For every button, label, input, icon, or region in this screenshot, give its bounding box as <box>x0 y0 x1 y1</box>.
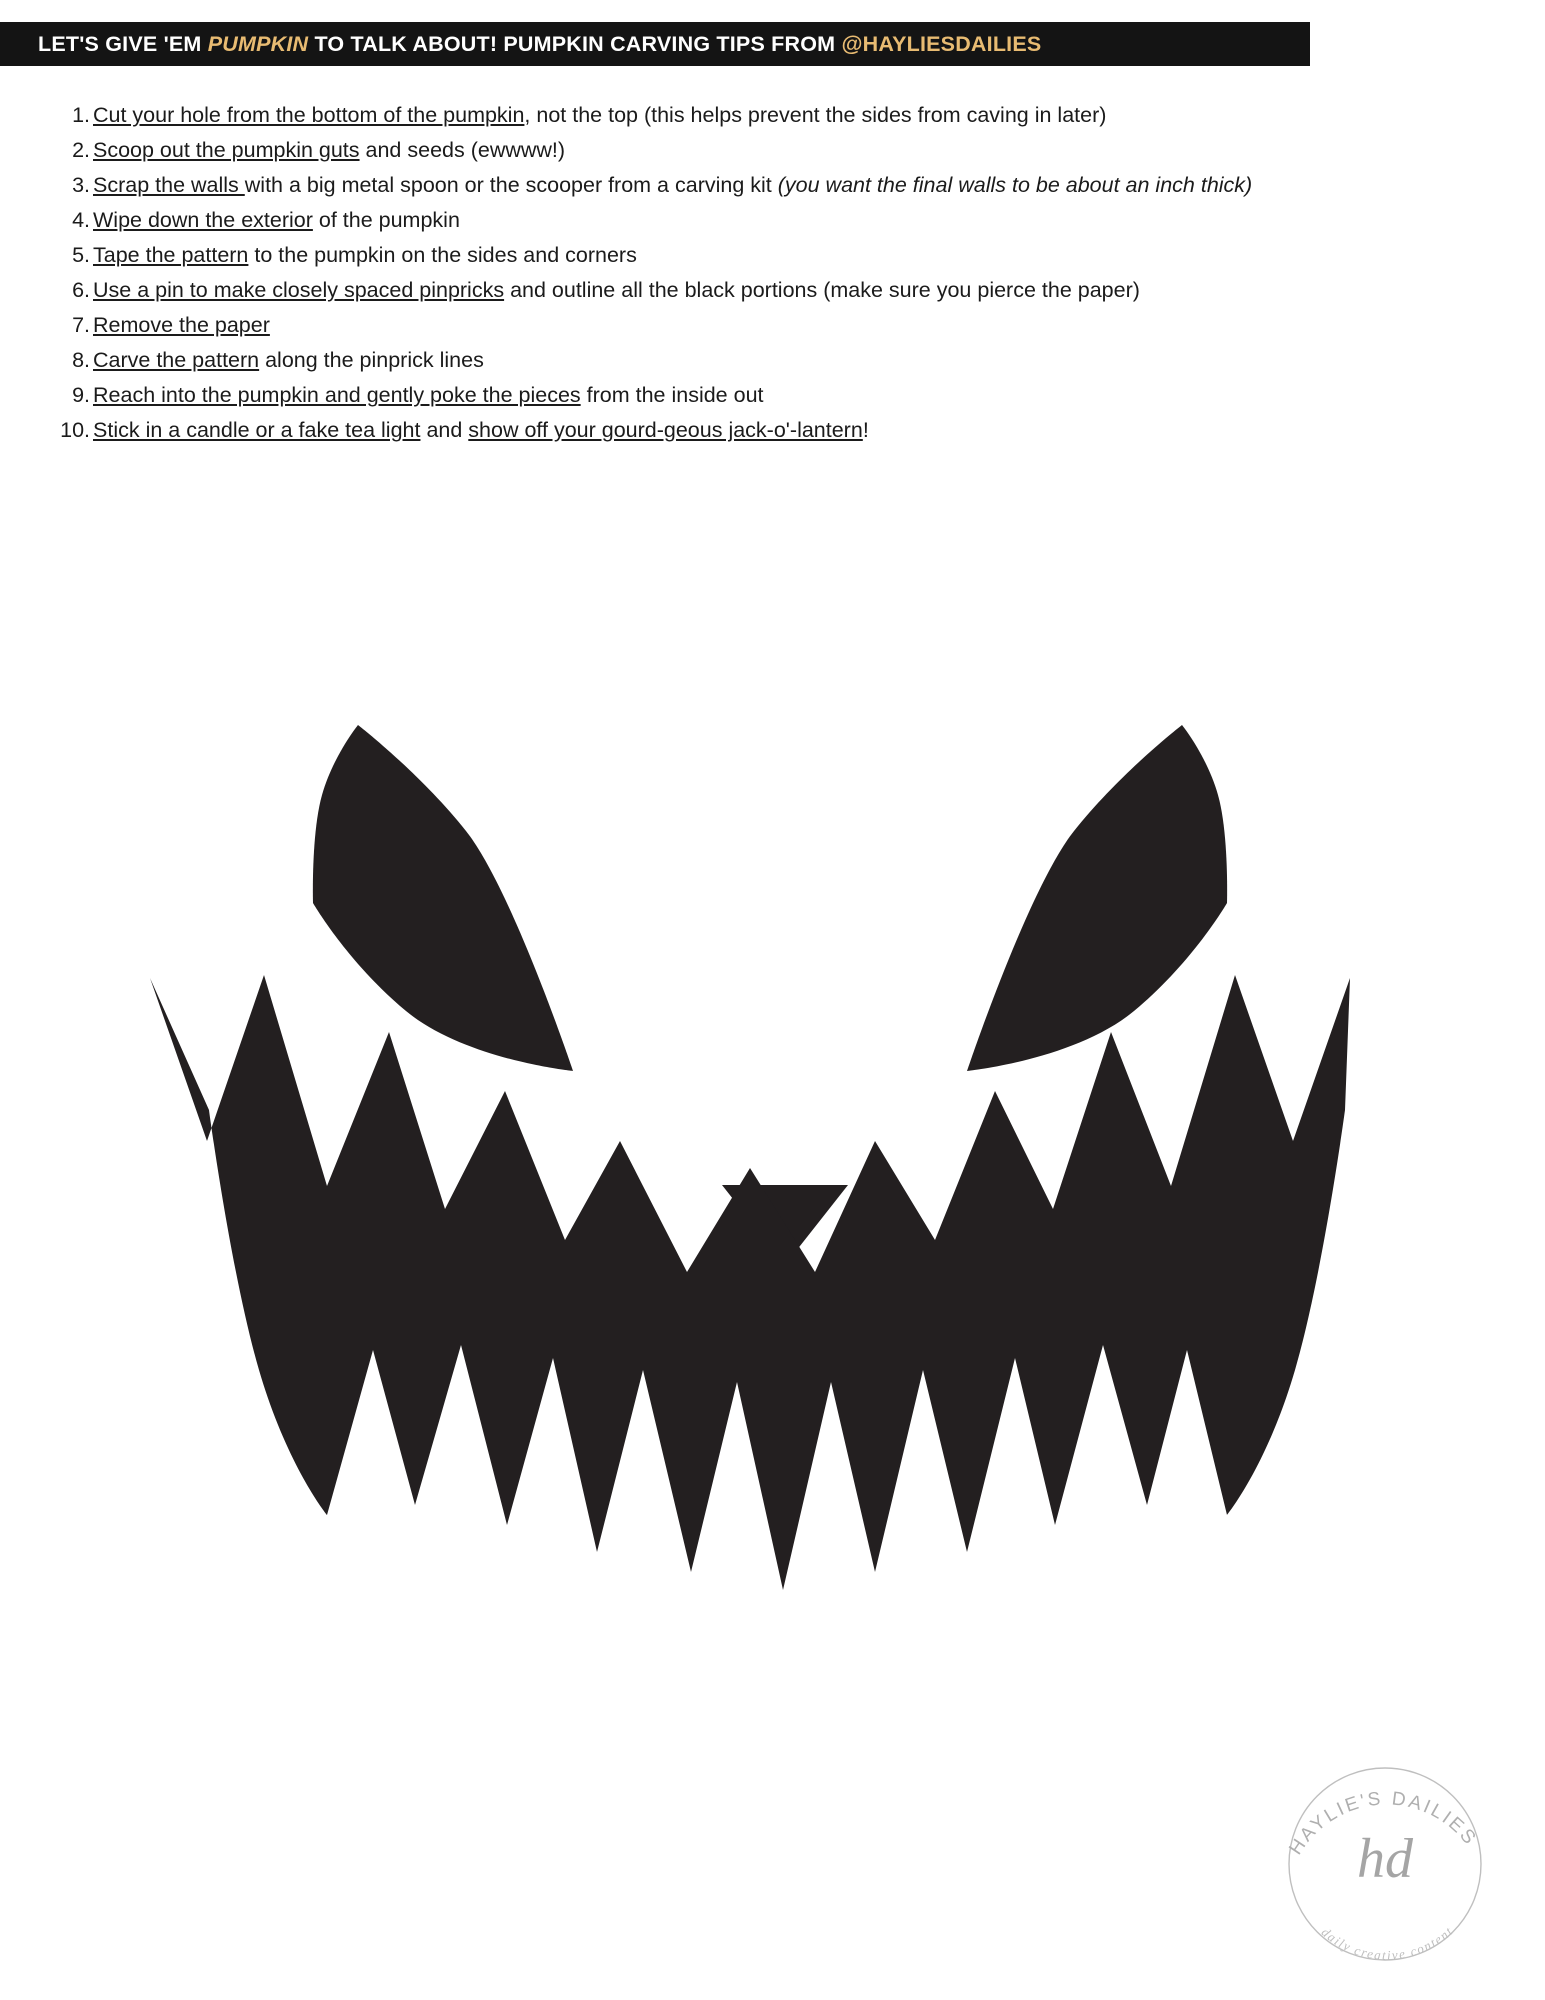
list-item-text <box>90 308 270 343</box>
list-item-emphasis: Scrap the walls <box>93 173 245 197</box>
list-item-text <box>90 343 484 378</box>
header-handle: @HAYLIESDAILIES <box>841 31 1042 56</box>
list-item-rest: to the pumpkin on the sides and corners <box>248 243 637 267</box>
list-item <box>48 308 1468 343</box>
list-item-number: 8. <box>72 348 90 372</box>
list-item-emphasis: Wipe down the exterior <box>93 208 313 232</box>
list-item-emphasis: Tape the pattern <box>93 243 249 267</box>
list-item-number: 5. <box>72 243 90 267</box>
logo-tagline: daily creative content <box>1318 1923 1457 1963</box>
list-item <box>48 378 1468 413</box>
list-item <box>48 203 1468 238</box>
list-item <box>48 168 1468 203</box>
list-item-rest: and <box>420 418 469 442</box>
list-item-rest: along the pinprick lines <box>259 348 484 372</box>
list-item-text <box>90 168 1252 203</box>
list-item <box>48 133 1468 168</box>
list-item-rest: with a big metal spoon or the scooper from a carving kit <box>244 173 778 197</box>
list-item <box>48 413 1468 448</box>
list-item-number: 4. <box>72 208 90 232</box>
list-item-number: 10. <box>60 418 90 442</box>
nose-shape <box>722 1185 848 1265</box>
list-item-text <box>90 133 565 168</box>
list-item-number: 3. <box>72 173 90 197</box>
mouth-shape <box>150 975 1350 1590</box>
list-item <box>48 98 1468 133</box>
list-item-number: 9. <box>72 383 90 407</box>
left-eye-shape <box>313 725 573 1071</box>
list-item <box>48 343 1468 378</box>
list-item <box>48 273 1468 308</box>
logo-monogram: hd <box>1357 1828 1413 1890</box>
brand-logo <box>1265 1742 1505 1972</box>
list-item-number: 1. <box>72 103 90 127</box>
list-item-text <box>90 203 460 238</box>
header-emphasis: PUMPKIN <box>207 31 309 56</box>
list-item-emphasis: Scoop out the pumpkin guts <box>93 138 360 162</box>
list-item-number: 2. <box>72 138 90 162</box>
header-prefix: LET'S GIVE 'EM <box>38 31 208 56</box>
list-item-emphasis-2: show off your gourd-geous jack-o'-lantern <box>468 418 863 442</box>
list-item-rest: from the inside out <box>580 383 764 407</box>
list-item-text <box>90 273 1140 308</box>
list-item-text <box>90 98 1106 133</box>
list-item-text <box>90 378 764 413</box>
list-item-emphasis: Cut your hole from the bottom of the pumpkin <box>93 103 525 127</box>
instructions-list <box>48 98 1468 448</box>
list-item-emphasis: Carve the pattern <box>93 348 260 372</box>
list-item-emphasis: Remove the paper <box>93 313 270 337</box>
list-item-emphasis: Reach into the pumpkin and gently poke the pieces <box>93 383 581 407</box>
list-item-rest: of the pumpkin <box>312 208 460 232</box>
right-eye-shape <box>967 725 1227 1071</box>
header-banner <box>0 22 1310 66</box>
list-item-rest: and outline all the black portions (make sure you pierce the paper) <box>504 278 1140 302</box>
list-item-rest: and seeds (ewwww!) <box>359 138 566 162</box>
list-item-number: 7. <box>72 313 90 337</box>
list-item-number: 6. <box>72 278 90 302</box>
list-item-text <box>90 238 637 273</box>
list-item <box>48 238 1468 273</box>
list-item-emphasis: Stick in a candle or a fake tea light <box>93 418 421 442</box>
logo-brand-name: HAYLIE'S DAILIES <box>1285 1788 1482 1859</box>
list-item-note: (you want the final walls to be about an inch thick) <box>777 173 1253 197</box>
list-item-emphasis: Use a pin to make closely spaced pinpricks <box>93 278 505 302</box>
list-item-rest: , not the top (this helps prevent the sides from caving in later) <box>524 103 1107 127</box>
header-middle: TO TALK ABOUT! PUMPKIN CARVING TIPS FROM <box>308 31 842 56</box>
list-item-rest-2: ! <box>862 418 869 442</box>
list-item-text <box>90 413 869 448</box>
page-title <box>38 32 1041 57</box>
